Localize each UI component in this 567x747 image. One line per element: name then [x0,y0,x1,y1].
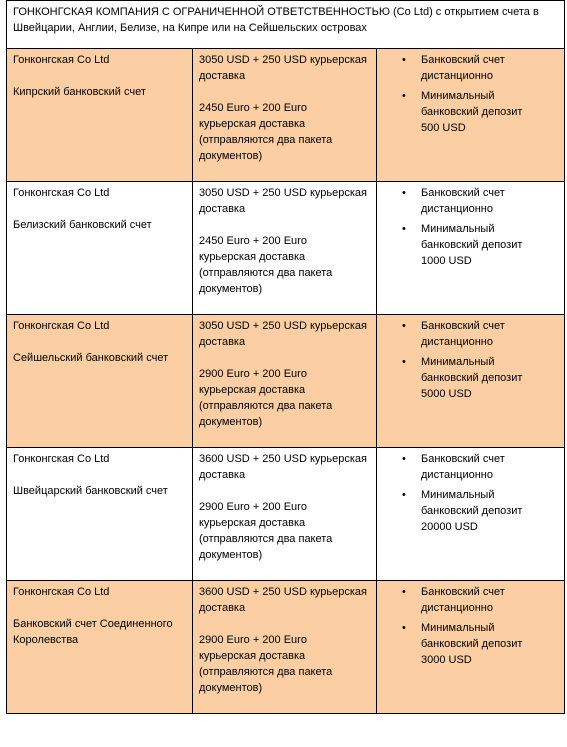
feature-text: Банковский счет [421,54,505,66]
features-list [383,451,558,535]
usd-price: 3600 USD + 250 USD курьерская [199,586,368,598]
company-cell [7,49,193,182]
eur-price: (отправляются два пакета [199,400,333,412]
list-item [383,52,558,84]
bullet-icon: • [402,356,406,368]
eur-price: курьерская доставка [199,251,306,263]
offers-table [6,0,565,714]
feature-text: Банковский счет [421,453,505,465]
eur-price: (отправляются два пакета [199,134,333,146]
title-row [7,1,565,49]
title-line: Швейцарии, Англии, Белизе, на Кипре или на Сейшельских островах [13,22,367,34]
deposit-amount: 500 USD [421,122,466,134]
account-type: Банковский счет Соединенного [13,618,173,630]
feature-text: дистанционно [421,469,493,481]
features-cell [377,315,565,448]
list-item [383,620,558,668]
table-row [7,581,565,714]
title-line: ГОНКОНГСКАЯ КОМПАНИЯ С ОГРАНИЧЕННОЙ ОТВЕТСТВЕННОСТЬЮ (Co Ltd) с открытием счета в [13,6,539,18]
features-list [383,584,558,668]
bullet-icon: • [402,622,406,634]
list-item [383,88,558,136]
feature-text: дистанционно [421,602,493,614]
feature-text: Минимальный [421,356,495,368]
price-cell [193,448,377,581]
feature-text: Минимальный [421,622,495,634]
deposit-amount: 5000 USD [421,388,472,400]
usd-price: доставка [199,203,246,215]
usd-price: 3050 USD + 250 USD курьерская [199,54,368,66]
eur-price: курьерская доставка [199,118,306,130]
price-cell [193,581,377,714]
deposit-amount: 20000 USD [421,521,478,533]
eur-price: 2900 Euro + 200 Euro [199,634,307,646]
features-cell [377,581,565,714]
usd-price: 3600 USD + 250 USD курьерская [199,453,368,465]
list-item [383,487,558,535]
list-item [383,584,558,616]
eur-price: документов) [199,549,263,561]
company-cell [7,581,193,714]
eur-price: документов) [199,682,263,694]
features-cell [377,49,565,182]
company-name: Гонконгская Co Ltd [13,54,110,66]
feature-text: Минимальный [421,223,495,235]
usd-price: доставка [199,469,246,481]
eur-price: (отправляются два пакета [199,533,333,545]
table-row [7,315,565,448]
company-cell [7,315,193,448]
bullet-icon: • [402,320,406,332]
feature-text: банковский депозит [421,372,523,384]
usd-price: доставка [199,602,246,614]
eur-price: документов) [199,416,263,428]
account-type: Королевства [13,634,79,646]
eur-price: 2900 Euro + 200 Euro [199,368,307,380]
bullet-icon: • [402,90,406,102]
company-name: Гонконгская Co Ltd [13,187,110,199]
bullet-icon: • [402,187,406,199]
eur-price: (отправляются два пакета [199,267,333,279]
company-cell [7,182,193,315]
price-cell [193,315,377,448]
feature-text: банковский депозит [421,239,523,251]
feature-text: дистанционно [421,336,493,348]
features-cell [377,182,565,315]
account-type: Кипрский банковский счет [13,86,146,98]
bullet-icon: • [402,453,406,465]
company-cell [7,448,193,581]
bullet-icon: • [402,223,406,235]
eur-price: 2450 Euro + 200 Euro [199,102,307,114]
account-type: Белизский банковский счет [13,219,152,231]
eur-price: (отправляются два пакета [199,666,333,678]
feature-text: банковский депозит [421,106,523,118]
eur-price: курьерская доставка [199,650,306,662]
usd-price: 3050 USD + 250 USD курьерская [199,187,368,199]
company-name: Гонконгская Co Ltd [13,586,110,598]
bullet-icon: • [402,489,406,501]
usd-price: доставка [199,70,246,82]
features-list [383,185,558,269]
table-title [7,1,565,49]
company-name: Гонконгская Co Ltd [13,453,110,465]
list-item [383,221,558,269]
eur-price: документов) [199,283,263,295]
usd-price: 3050 USD + 250 USD курьерская [199,320,368,332]
account-type: Швейцарский банковский счет [13,485,168,497]
company-name: Гонконгская Co Ltd [13,320,110,332]
deposit-amount: 1000 USD [421,255,472,267]
account-type: Сейшельский банковский счет [13,352,169,364]
features-list [383,52,558,136]
price-cell [193,49,377,182]
list-item [383,354,558,402]
table-row [7,448,565,581]
eur-price: курьерская доставка [199,517,306,529]
bullet-icon: • [402,54,406,66]
feature-text: Банковский счет [421,187,505,199]
features-cell [377,448,565,581]
price-cell [193,182,377,315]
list-item [383,318,558,350]
eur-price: курьерская доставка [199,384,306,396]
features-list [383,318,558,402]
eur-price: 2900 Euro + 200 Euro [199,501,307,513]
eur-price: документов) [199,150,263,162]
feature-text: Банковский счет [421,586,505,598]
feature-text: дистанционно [421,70,493,82]
feature-text: Минимальный [421,90,495,102]
bullet-icon: • [402,586,406,598]
feature-text: банковский депозит [421,638,523,650]
eur-price: 2450 Euro + 200 Euro [199,235,307,247]
usd-price: доставка [199,336,246,348]
feature-text: дистанционно [421,203,493,215]
table-row [7,182,565,315]
list-item [383,451,558,483]
deposit-amount: 3000 USD [421,654,472,666]
list-item [383,185,558,217]
table-row [7,49,565,182]
feature-text: Минимальный [421,489,495,501]
feature-text: банковский депозит [421,505,523,517]
feature-text: Банковский счет [421,320,505,332]
